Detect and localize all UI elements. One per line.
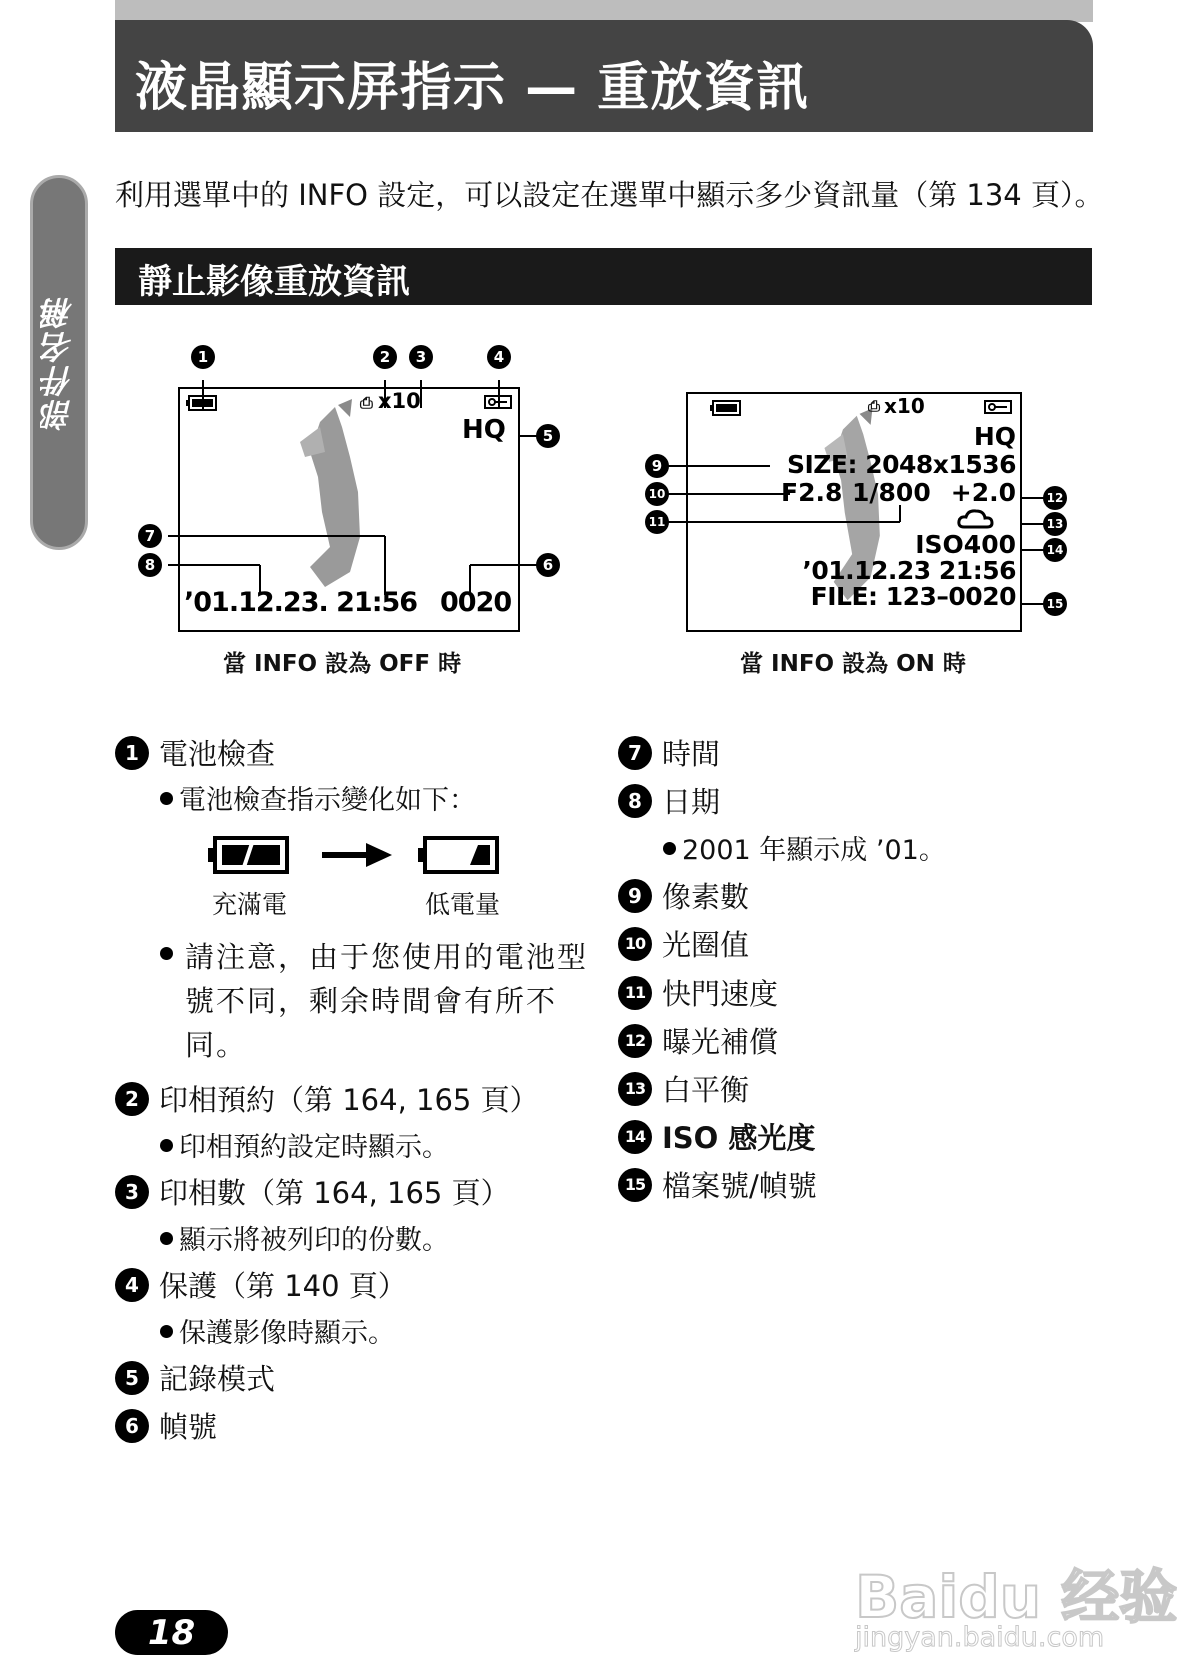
record-mode: HQ (462, 415, 506, 445)
callout-7: 7 (138, 524, 162, 548)
list-item-15 (618, 1164, 817, 1205)
item-number: 15 (618, 1168, 652, 1202)
header-top-strip (115, 0, 1093, 22)
print-order-icon: ⎙ (360, 393, 373, 412)
bullet-icon (160, 1325, 173, 1338)
callout-14: 14 (1043, 538, 1067, 562)
item-number: 5 (115, 1361, 149, 1395)
item-number: 4 (115, 1268, 149, 1302)
item-label: 日期 (662, 785, 721, 819)
callout-lines-on (650, 450, 1070, 630)
battery-low-large-icon (418, 835, 500, 875)
list-subitem: 顯示將被列印的份數。 (160, 1218, 449, 1257)
callout-lines-off (130, 350, 570, 610)
protect-icon-on (984, 400, 1012, 414)
list-item-13 (618, 1068, 749, 1109)
callout-3: 3 (409, 345, 433, 369)
intro-text: 利用選單中的 INFO 設定，可以設定在選單中顯示多少資訊量（第 134 頁）。 (115, 178, 1104, 212)
callout-2: 2 (373, 345, 397, 369)
frame-number: 0020 (440, 587, 512, 618)
callout-13: 13 (1043, 512, 1067, 536)
iso-value: ISO400 (915, 530, 1016, 559)
callout-6: 6 (536, 553, 560, 577)
list-item-2 (115, 1078, 539, 1119)
item-number: 7 (618, 736, 652, 770)
item-number: 2 (115, 1082, 149, 1116)
item-label: 印相預約（第 164, 165 頁） (159, 1083, 539, 1117)
list-item-14 (618, 1116, 815, 1157)
print-count: x10 (378, 389, 421, 413)
list-subitem: 電池檢查指示變化如下： (160, 778, 476, 817)
list-item-9 (618, 875, 749, 916)
callout-11: 11 (645, 510, 669, 534)
file-number: FILE: 123–0020 (810, 582, 1016, 611)
item-label: 時間 (662, 737, 721, 771)
list-item-7 (618, 732, 720, 773)
aperture: F2.8 (781, 478, 843, 507)
datetime: ’01.12.23. 21:56 (184, 587, 418, 618)
list-item-11 (618, 972, 778, 1013)
datetime-on: ’01.12.23 21:56 (802, 556, 1016, 585)
list-item-3 (115, 1171, 510, 1212)
callout-12: 12 (1043, 486, 1067, 510)
print-order-icon-on: ⎙ (868, 397, 881, 415)
list-item-1 (115, 732, 275, 773)
item-label: 像素數 (662, 880, 750, 914)
item-label: ISO 感光度 (662, 1121, 816, 1155)
item-label: 快門速度 (662, 977, 779, 1011)
bullet-icon (663, 842, 676, 855)
side-tab-label: 部件名稱 (40, 294, 78, 431)
item-number: 10 (618, 927, 652, 961)
exposure-comp: +2.0 (950, 478, 1016, 507)
print-count-on: x10 (884, 394, 925, 418)
side-tab-label-wrap (30, 175, 88, 550)
list-item-4 (115, 1264, 407, 1305)
list-item-6 (115, 1405, 217, 1446)
item-number: 9 (618, 879, 652, 913)
item-label: 記錄模式 (159, 1362, 276, 1396)
item-number: 3 (115, 1175, 149, 1209)
item-number: 11 (618, 976, 652, 1010)
page-number: 18 (147, 1612, 196, 1653)
bullet-icon (160, 1139, 173, 1152)
item-number: 13 (618, 1072, 652, 1106)
watermark-logo: Baidu 经验 (855, 1563, 1178, 1631)
list-item-8 (618, 780, 720, 821)
item-number: 6 (115, 1409, 149, 1443)
item-label: 幀號 (159, 1410, 218, 1444)
record-mode-on: HQ (973, 422, 1016, 451)
bullet-icon (160, 792, 173, 805)
item-label: 白平衡 (662, 1073, 750, 1107)
callout-8: 8 (138, 553, 162, 577)
item-number: 8 (618, 784, 652, 818)
battery-full-icon-on (710, 400, 742, 416)
callout-15: 15 (1043, 592, 1067, 616)
list-subitem: 2001 年顯示成 ’01。 (663, 828, 946, 867)
list-subitem: 保護影像時顯示。 (160, 1311, 395, 1350)
bullet-icon (160, 940, 179, 971)
battery-note: 請注意，由于您使用的電池型 號不同，剩余時間會有所不 同。 (185, 940, 589, 1062)
item-label: 保護（第 140 頁） (159, 1269, 407, 1303)
item-number: 1 (115, 736, 149, 770)
callout-10: 10 (645, 482, 669, 506)
item-label: 印相數（第 164, 165 頁） (159, 1176, 510, 1210)
watermark-url: jingyan.baidu.com (855, 1622, 1105, 1653)
item-label: 光圈值 (662, 928, 750, 962)
item-number: 12 (618, 1024, 652, 1058)
callout-9: 9 (645, 454, 669, 478)
callout-1: 1 (191, 345, 215, 369)
callout-5: 5 (536, 424, 560, 448)
page-title: 液晶顯示屏指示 — 重放資訊 (135, 58, 810, 118)
list-item-12 (618, 1020, 778, 1061)
shutter-speed: 1/800 (852, 478, 931, 507)
caption-info-off: 當 INFO 設為 OFF 時 (223, 651, 462, 677)
arrow-right-icon (322, 843, 392, 867)
list-item-10 (618, 923, 749, 964)
caption-info-on: 當 INFO 設為 ON 時 (740, 651, 966, 677)
item-label: 電池檢查 (159, 737, 276, 771)
battery-full-label: 充滿電 (212, 890, 288, 919)
section-title: 靜止影像重放資訊 (138, 262, 410, 302)
item-label: 檔案號/幀號 (662, 1169, 817, 1203)
item-label: 曝光補償 (662, 1025, 779, 1059)
battery-full-large-icon (208, 835, 290, 875)
bullet-icon (160, 1232, 173, 1245)
battery-low-label: 低電量 (425, 890, 501, 919)
list-subitem: 印相預約設定時顯示。 (160, 1125, 449, 1164)
list-item-5 (115, 1357, 275, 1398)
callout-4: 4 (487, 345, 511, 369)
image-size: SIZE: 2048x1536 (787, 450, 1016, 479)
item-number: 14 (618, 1120, 652, 1154)
